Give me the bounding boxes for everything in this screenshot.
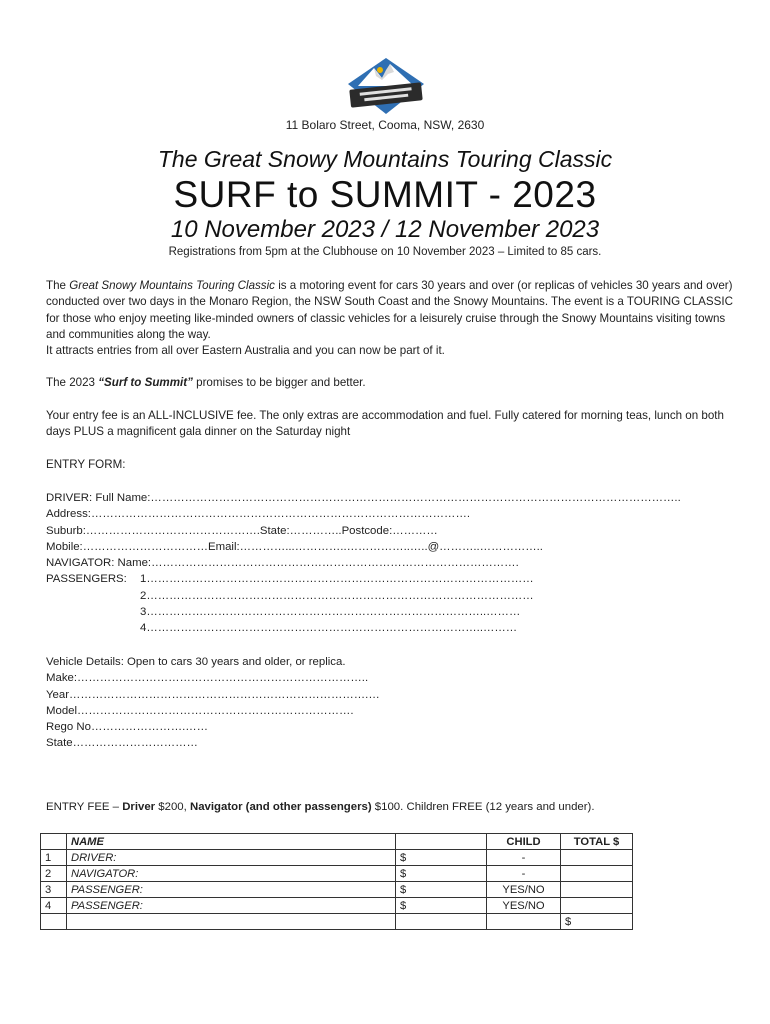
- promo-highlight: “Surf to Summit”: [98, 376, 193, 389]
- passenger-field-3[interactable]: 3…………….………………………………………………………………..………: [140, 606, 521, 619]
- row-child[interactable]: YES/NO: [487, 882, 561, 898]
- model-field[interactable]: Model……………………………………………………………….: [46, 704, 354, 717]
- entry-fee-driver: Driver: [122, 801, 156, 813]
- intro-prefix: The: [46, 279, 70, 292]
- driver-name-field[interactable]: DRIVER: Full Name:…………………………………………………………………………………………………………………………..: [46, 492, 681, 504]
- entry-fee-line: [46, 801, 746, 813]
- row-price[interactable]: $: [396, 898, 487, 914]
- club-logo-icon: [344, 56, 428, 116]
- event-dates: 10 November 2023 / 12 November 2023: [170, 216, 600, 243]
- make-field[interactable]: Make:…………………………………………………………………..: [46, 672, 369, 685]
- row-name[interactable]: NAVIGATOR:: [67, 866, 396, 882]
- row-child[interactable]: -: [487, 866, 561, 882]
- table-row[interactable]: [41, 898, 633, 914]
- promo-suffix: promises to be bigger and better.: [192, 376, 366, 389]
- event-title: The Great Snowy Mountains Touring Classic: [157, 146, 613, 172]
- table-cell: [41, 834, 67, 850]
- row-total[interactable]: [561, 882, 633, 898]
- entry-fee-navigator: Navigator (and other passengers): [189, 801, 372, 813]
- entry-fee-driver-price: $200,: [155, 801, 190, 813]
- intro-rest: is a motoring event for cars 30 years and over (or replicas of vehicles 30 years and over) conducted over two days in the Monaro Region, the NSW South Coast and the Snowy Mountains. The event is a TOURING CLASSIC for those who enjoy meeting like-minded owners of classic vehicles for a leisurely cruise through the Snowy Mountains visiting towns and communities along the way.: [46, 279, 733, 341]
- table-cell: [396, 834, 487, 850]
- row-number: 2: [41, 866, 67, 882]
- row-total[interactable]: [561, 898, 633, 914]
- row-name[interactable]: PASSENGER:: [67, 898, 396, 914]
- entry-fee-prefix: ENTRY FEE –: [46, 801, 123, 813]
- row-total[interactable]: [561, 866, 633, 882]
- vehicle-heading: Vehicle Details: Open to cars 30 years and older, or replica.: [46, 656, 346, 668]
- promo-prefix: The 2023: [46, 376, 99, 389]
- table-cell: [487, 914, 561, 930]
- intro-line2: It attracts entries from all over Eastern Australia and you can now be part of it.: [46, 344, 445, 358]
- row-price[interactable]: $: [396, 882, 487, 898]
- entry-form-fields: [46, 490, 746, 637]
- row-name[interactable]: DRIVER:: [67, 850, 396, 866]
- passengers-label: PASSENGERS:: [46, 573, 127, 586]
- fee-info-paragraph: Your entry fee is an ALL-INCLUSIVE fee. The only extras are accommodation and fuel. Fully catered for morning teas, lunch on both days PLUS a magnificent gala dinner on the Saturday night: [46, 409, 724, 439]
- table-row[interactable]: [41, 866, 633, 882]
- row-price[interactable]: $: [396, 866, 487, 882]
- table-header-child: CHILD: [487, 834, 561, 850]
- intro-paragraph: [46, 278, 736, 359]
- table-cell: [67, 914, 396, 930]
- row-number: 3: [41, 882, 67, 898]
- state-field[interactable]: State……………………………: [46, 737, 198, 750]
- row-name[interactable]: PASSENGER:: [67, 882, 396, 898]
- table-cell: [396, 914, 487, 930]
- navigator-name-field[interactable]: NAVIGATOR: Name:…………………………………………………………………………………….: [46, 557, 519, 570]
- table-header-name: NAME: [67, 834, 396, 850]
- passenger-row-3[interactable]: [46, 604, 746, 620]
- passenger-field-4[interactable]: 4……………………………………………………………………………..………: [140, 622, 518, 635]
- passenger-row-1[interactable]: [46, 571, 746, 587]
- passenger-field-2[interactable]: 2…………………………………………………………………………………………: [140, 589, 534, 602]
- intro-event-name: Great Snowy Mountains Touring Classic: [69, 279, 275, 292]
- table-row[interactable]: [41, 882, 633, 898]
- table-row[interactable]: [41, 850, 633, 866]
- entry-fee-rest: $100. Children FREE (12 years and under).: [371, 801, 595, 813]
- row-child[interactable]: YES/NO: [487, 898, 561, 914]
- table-header-row: [41, 834, 633, 850]
- entry-fee-table: [40, 833, 633, 930]
- passenger-row-2[interactable]: [46, 588, 746, 604]
- row-child[interactable]: -: [487, 850, 561, 866]
- club-address: 11 Bolaro Street, Cooma, NSW, 2630: [285, 118, 485, 132]
- event-headline: SURF to SUMMIT - 2023: [173, 174, 597, 215]
- passenger-field-1[interactable]: 1…………………………………………………………………………………………: [140, 573, 534, 586]
- year-field[interactable]: Year…………………………………………………………………….…: [46, 688, 380, 701]
- promo-paragraph: [46, 375, 736, 391]
- row-price[interactable]: $: [396, 850, 487, 866]
- registration-note: Registrations from 5pm at the Clubhouse on 10 November 2023 – Limited to 85 cars.: [168, 246, 602, 258]
- grand-total[interactable]: $: [561, 914, 633, 930]
- table-cell: [41, 914, 67, 930]
- passenger-row-4[interactable]: [46, 620, 746, 636]
- mobile-email-field[interactable]: Mobile:……………………………Email:…………...…………..……………..…..@………..……………..: [46, 540, 543, 553]
- rego-field[interactable]: Rego No…………………….……: [46, 721, 209, 734]
- row-total[interactable]: [561, 850, 633, 866]
- row-number: 4: [41, 898, 67, 914]
- table-header-total: TOTAL $: [561, 834, 633, 850]
- vehicle-details: [46, 654, 746, 752]
- row-number: 1: [41, 850, 67, 866]
- entry-form-label: ENTRY FORM:: [46, 458, 126, 471]
- table-total-row[interactable]: [41, 914, 633, 930]
- address-field[interactable]: Address:……………………………………………………………………………………….: [46, 508, 471, 521]
- suburb-field[interactable]: Suburb:……………………………………….State:…………..Postcode:…………: [46, 524, 438, 537]
